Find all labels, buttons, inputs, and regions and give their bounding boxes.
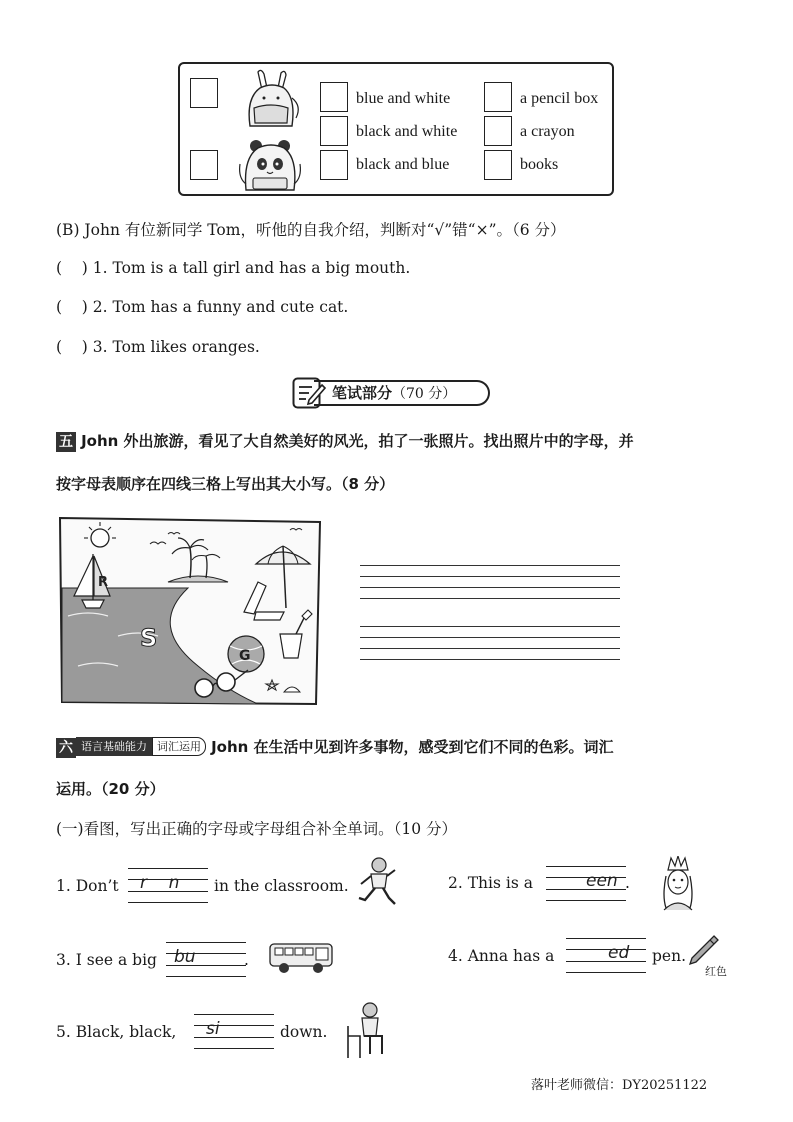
sitting-boy-icon bbox=[342, 1000, 394, 1060]
four-line-grid[interactable] bbox=[360, 565, 620, 609]
judgement-text: 2. Tom has a funny and cute cat. bbox=[92, 298, 349, 316]
word-blank-2[interactable] bbox=[546, 866, 626, 902]
judgement-text: 3. Tom likes oranges. bbox=[92, 338, 260, 356]
question-3-suffix: . bbox=[244, 951, 249, 969]
skill-tag: 词汇运用 bbox=[152, 737, 206, 756]
option-text: a pencil box bbox=[520, 90, 599, 107]
question-2-suffix: . bbox=[625, 874, 630, 892]
written-section-title bbox=[314, 380, 490, 406]
option-text: blue and white bbox=[356, 90, 451, 107]
answer-paren[interactable]: ( ) bbox=[56, 298, 88, 316]
question-2-prefix: 2. This is a bbox=[448, 874, 533, 892]
section6-line2: 运用。（20 分） bbox=[56, 780, 165, 798]
hint-letters: een bbox=[586, 871, 618, 891]
photo-letter-g: G bbox=[239, 648, 251, 664]
answer-checkbox[interactable] bbox=[190, 78, 218, 108]
panda-backpack-icon bbox=[238, 134, 304, 194]
question-5-prefix: 5. Black, black, bbox=[56, 1023, 177, 1041]
word-blank-5[interactable] bbox=[194, 1014, 274, 1050]
ability-tag: 语言基础能力 bbox=[76, 737, 152, 756]
hint-letters: si bbox=[206, 1019, 220, 1039]
section6-heading bbox=[56, 736, 614, 758]
question-1-prefix: 1. Don’t bbox=[56, 877, 119, 895]
question-1-suffix: in the classroom. bbox=[214, 877, 349, 895]
judgement-item bbox=[56, 338, 260, 356]
option-text: black and blue bbox=[356, 156, 450, 173]
answer-checkbox[interactable] bbox=[320, 82, 348, 112]
section6-line1: John 在生活中见到许多事物，感受到它们不同的色彩。词汇 bbox=[211, 738, 614, 756]
written-points: （70 分） bbox=[392, 386, 457, 402]
judgement-item bbox=[56, 259, 410, 277]
hint-letters: bu bbox=[174, 947, 196, 967]
hint-letters: ed bbox=[608, 943, 630, 963]
answer-paren[interactable]: ( ) bbox=[56, 259, 88, 277]
listening-b-instruction: (B) John 有位新同学 Tom，听他的自我介绍，判断对“√”错“×”。（6 分） bbox=[56, 221, 566, 239]
question-3-prefix: 3. I see a big bbox=[56, 951, 157, 969]
answer-checkbox[interactable] bbox=[484, 116, 512, 146]
red-color-note: 红色 bbox=[705, 965, 727, 978]
question-4-suffix: pen. bbox=[652, 947, 687, 965]
section-number: 六 bbox=[56, 738, 76, 758]
section5-heading bbox=[56, 430, 634, 452]
judgement-item bbox=[56, 298, 348, 316]
beach-photo bbox=[58, 516, 322, 706]
question-4-prefix: 4. Anna has a bbox=[448, 947, 555, 965]
photo-letter-r: R bbox=[98, 575, 109, 590]
answer-checkbox[interactable] bbox=[320, 116, 348, 146]
question-5-suffix: down. bbox=[280, 1023, 328, 1041]
four-line-grid[interactable] bbox=[360, 626, 620, 670]
photo-letter-s: S bbox=[140, 624, 158, 652]
hint-letters: r n bbox=[140, 873, 180, 893]
written-title-text: 笔试部分 bbox=[332, 384, 393, 402]
bus-icon bbox=[268, 940, 336, 976]
section5-line1: John 外出旅游，看见了大自然美好的风光，拍了一张照片。找出照片中的字母，并 bbox=[81, 432, 634, 450]
footer-note: 落叶老师微信：DY20251122 bbox=[531, 1078, 708, 1093]
rabbit-backpack-icon bbox=[240, 68, 304, 128]
answer-checkbox[interactable] bbox=[484, 150, 512, 180]
matching-box bbox=[178, 62, 614, 196]
judgement-text: 1. Tom is a tall girl and has a big mouth. bbox=[92, 259, 411, 277]
section-number: 五 bbox=[56, 432, 76, 452]
option-text: a crayon bbox=[520, 123, 575, 140]
word-blank-4[interactable] bbox=[566, 938, 646, 974]
answer-checkbox[interactable] bbox=[320, 150, 348, 180]
answer-paren[interactable]: ( ) bbox=[56, 338, 88, 356]
option-text: books bbox=[520, 156, 559, 173]
option-text: black and white bbox=[356, 123, 458, 140]
section5-line2: 按字母表顺序在四线三格上写出其大小写。（8 分） bbox=[56, 475, 395, 493]
word-blank-3[interactable] bbox=[166, 942, 246, 978]
queen-icon bbox=[658, 856, 698, 912]
sub-instruction: (一)看图，写出正确的字母或字母组合补全单词。（10 分） bbox=[56, 820, 457, 838]
answer-checkbox[interactable] bbox=[190, 150, 218, 180]
word-blank-1[interactable] bbox=[128, 868, 208, 904]
answer-checkbox[interactable] bbox=[484, 82, 512, 112]
running-boy-icon bbox=[355, 856, 401, 906]
written-section-header bbox=[292, 377, 496, 409]
